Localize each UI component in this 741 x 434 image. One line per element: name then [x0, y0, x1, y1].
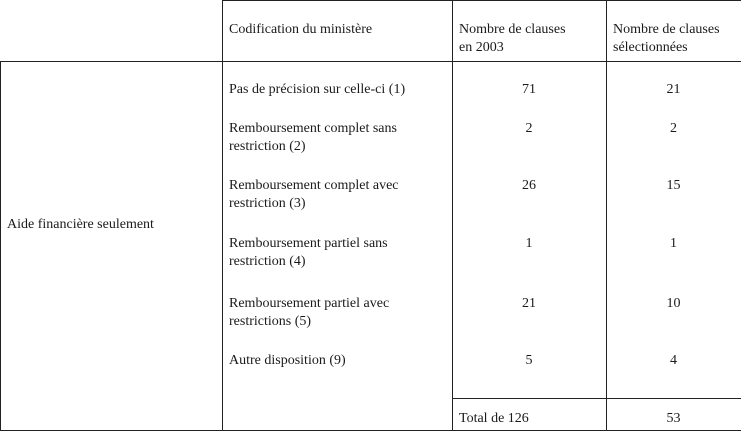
left-border — [0, 61, 1, 431]
row-count-selected: 10 — [666, 296, 681, 311]
row-count-selected: 15 — [666, 178, 681, 193]
row-count-selected: 1 — [670, 236, 677, 251]
row-label-cont: restrictions (5) — [229, 314, 312, 329]
row-label-cont: restriction (3) — [229, 196, 306, 211]
row-count-2003: 21 — [522, 296, 536, 311]
header-codification: Codification du ministère — [229, 22, 373, 37]
total-separator — [452, 398, 741, 399]
row-label: Autre disposition (9) — [229, 353, 346, 368]
row-label: Pas de précision sur celle-ci (1) — [229, 82, 406, 97]
row-count-2003: 26 — [522, 178, 536, 193]
row-label: Remboursement partiel avec — [229, 296, 390, 311]
row-label-cont: restriction (4) — [229, 254, 306, 269]
row-count-2003: 1 — [525, 236, 533, 251]
row-count-2003: 2 — [525, 121, 533, 136]
row-count-2003: 71 — [522, 82, 536, 97]
header-bottom-border — [0, 61, 741, 62]
total-count-selected: 53 — [666, 411, 681, 426]
total-label: Total de 126 — [459, 411, 529, 426]
row-label: Remboursement partiel sans — [229, 236, 388, 251]
row-label: Remboursement complet sans — [229, 121, 397, 136]
row-count-selected: 4 — [670, 353, 677, 368]
row-count-selected: 2 — [670, 121, 677, 136]
row-label-cont: restriction (2) — [229, 139, 306, 154]
table-top-border — [222, 0, 741, 1]
row-label: Remboursement complet avec — [229, 178, 399, 193]
table-bottom-border — [0, 430, 741, 431]
row-count-selected: 21 — [666, 82, 681, 97]
row-count-2003: 5 — [525, 353, 533, 368]
column-divider-1 — [222, 0, 223, 431]
row-group-label: Aide financière seulement — [7, 217, 154, 232]
